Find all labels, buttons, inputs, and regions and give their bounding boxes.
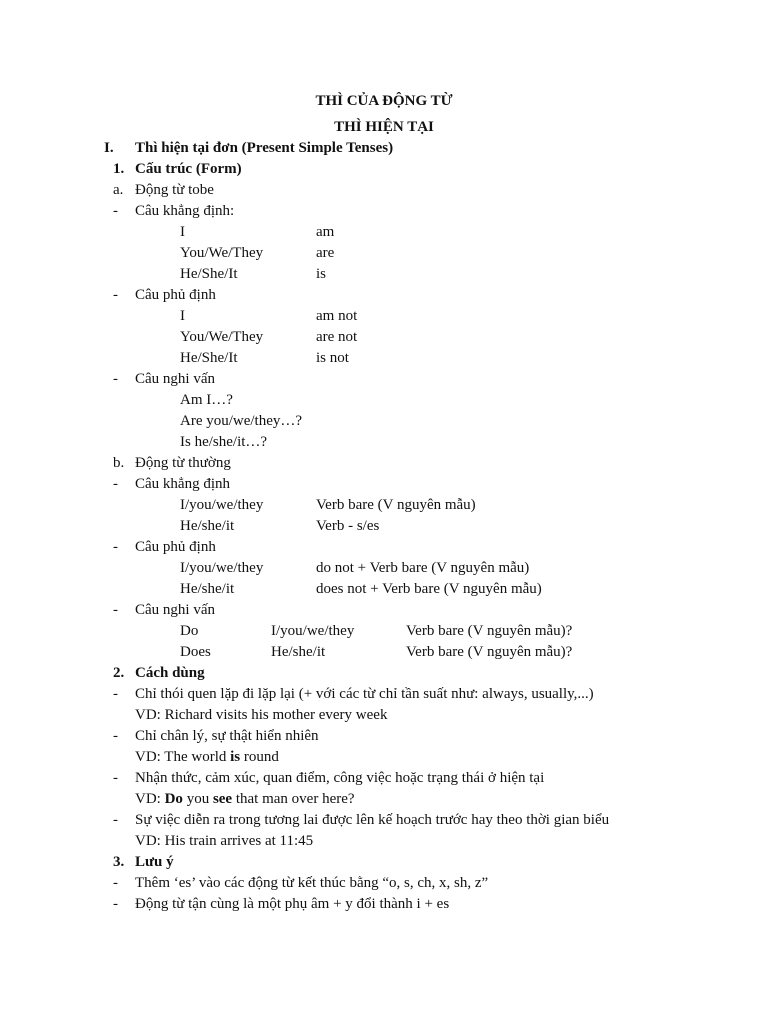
- list-item: Động từ tận cùng là một phụ âm + y đổi thành i + es: [135, 896, 450, 912]
- table-cell: He/She/It: [180, 266, 238, 282]
- bullet-dash: -: [113, 812, 118, 828]
- question-form: Are you/we/they…?: [180, 413, 303, 429]
- bullet-dash: -: [113, 728, 118, 744]
- example-text-part: round: [240, 749, 279, 765]
- bullet-dash: -: [113, 896, 118, 912]
- example-text: VD: Richard visits his mother every week: [135, 707, 388, 723]
- example-text-part: you: [182, 791, 213, 807]
- table-cell: I/you/we/they: [180, 560, 264, 576]
- table-cell: Verb - s/es: [316, 518, 380, 534]
- table-cell: Verb bare (V nguyên mẫu)?: [406, 644, 573, 660]
- table-cell: I/you/we/they: [180, 497, 264, 513]
- bullet-dash: -: [113, 539, 118, 555]
- table-cell: He/she/it: [271, 644, 326, 660]
- list-item: Chỉ chân lý, sự thật hiển nhiên: [135, 728, 319, 744]
- section-number: I.: [104, 140, 114, 156]
- bullet-dash: -: [113, 686, 118, 702]
- table-cell: Do: [180, 623, 199, 639]
- example-emphasis: see: [212, 791, 233, 807]
- list-item: Câu nghi vấn: [135, 602, 215, 618]
- section-heading: Thì hiện tại đơn (Present Simple Tenses): [135, 140, 394, 156]
- table-cell: You/We/They: [180, 245, 264, 261]
- table-cell: do not + Verb bare (V nguyên mẫu): [316, 560, 530, 576]
- list-item: Câu phủ định: [135, 539, 216, 555]
- table-cell: is not: [316, 350, 349, 366]
- section-title: THÌ HIỆN TẠI: [334, 119, 434, 135]
- table-cell: He/she/it: [180, 581, 235, 597]
- list-item: Thêm ‘es’ vào các động từ kết thúc bằng “o, s, ch, x, sh, z”: [135, 875, 489, 891]
- table-cell: You/We/They: [180, 329, 264, 345]
- question-form: Is he/she/it…?: [180, 434, 268, 450]
- example-text-part: VD:: [135, 791, 165, 807]
- table-cell: Does: [180, 644, 211, 660]
- example-text: [135, 747, 279, 767]
- table-cell: does not + Verb bare (V nguyên mẫu): [316, 581, 542, 597]
- table-cell: are not: [316, 329, 358, 345]
- document-title: THÌ CỦA ĐỘNG TỪ: [315, 93, 453, 109]
- subsection-number: 2.: [113, 665, 125, 681]
- bullet-dash: -: [113, 476, 118, 492]
- item-heading: Động từ tobe: [135, 182, 214, 198]
- example-text-part: that man over here?: [232, 791, 355, 807]
- example-emphasis: is: [230, 749, 241, 765]
- list-item: Câu nghi vấn: [135, 371, 215, 387]
- subsection-number: 3.: [113, 854, 125, 870]
- table-cell: am: [316, 224, 335, 240]
- example-emphasis: Do: [164, 791, 183, 807]
- question-form: Am I…?: [180, 392, 233, 408]
- bullet-dash: -: [113, 203, 118, 219]
- table-cell: Verb bare (V nguyên mẫu): [316, 497, 476, 513]
- table-cell: is: [316, 266, 327, 282]
- bullet-dash: -: [113, 287, 118, 303]
- item-letter: b.: [113, 455, 125, 471]
- item-letter: a.: [113, 182, 124, 198]
- example-text: VD: His train arrives at 11:45: [135, 833, 314, 849]
- item-heading: Động từ thường: [135, 455, 231, 471]
- bullet-dash: -: [113, 875, 118, 891]
- table-cell: He/she/it: [180, 518, 235, 534]
- table-cell: am not: [316, 308, 358, 324]
- table-cell: I/you/we/they: [271, 623, 355, 639]
- table-cell: I: [180, 308, 185, 324]
- table-cell: are: [316, 245, 335, 261]
- example-text-part: VD: The world: [135, 749, 231, 765]
- bullet-dash: -: [113, 602, 118, 618]
- list-item: Sự việc diễn ra trong tương lai được lên kế hoạch trước hay theo thời gian biểu: [135, 812, 610, 828]
- bullet-dash: -: [113, 770, 118, 786]
- subsection-heading: Cấu trúc (Form): [135, 161, 242, 177]
- list-item: Câu khẳng định: [135, 476, 230, 492]
- example-text: [135, 789, 355, 809]
- table-cell: He/She/It: [180, 350, 238, 366]
- table-cell: Verb bare (V nguyên mẫu)?: [406, 623, 573, 639]
- subsection-heading: Cách dùng: [135, 665, 205, 681]
- list-item: Câu khẳng định:: [135, 203, 235, 219]
- bullet-dash: -: [113, 371, 118, 387]
- table-cell: I: [180, 224, 185, 240]
- list-item: Chỉ thói quen lặp đi lặp lại (+ với các từ chỉ tần suất như: always, usually,...): [135, 686, 594, 702]
- list-item: Câu phủ định: [135, 287, 216, 303]
- list-item: Nhận thức, cảm xúc, quan điểm, công việc hoặc trạng thái ở hiện tại: [135, 770, 545, 786]
- subsection-number: 1.: [113, 161, 125, 177]
- subsection-heading: Lưu ý: [135, 854, 174, 870]
